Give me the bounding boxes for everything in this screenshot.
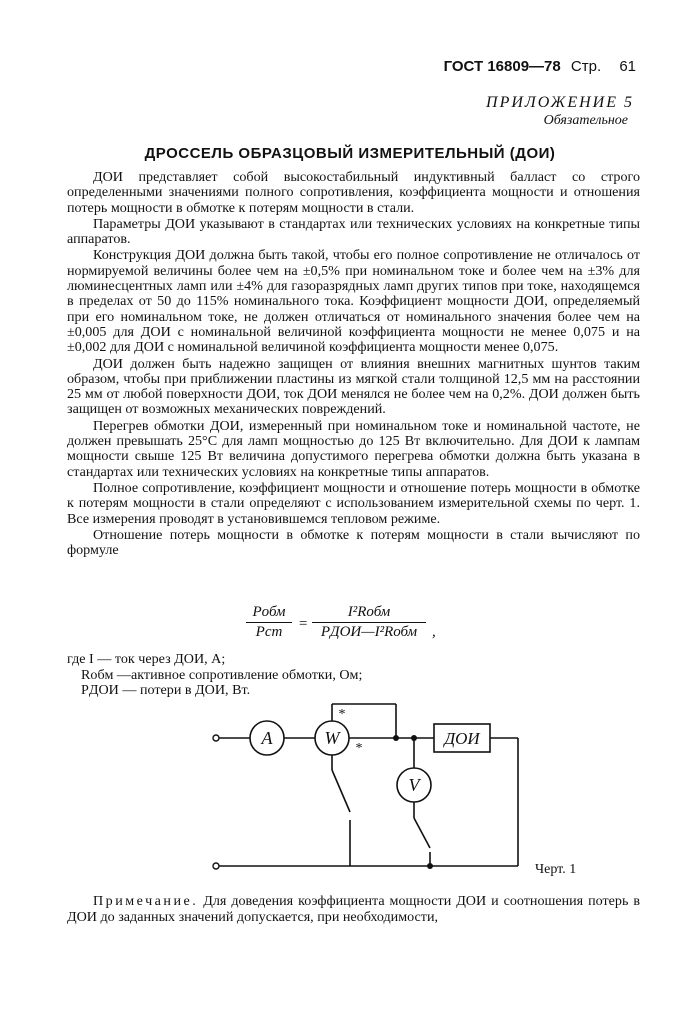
paragraph: Полное сопротивление, коэффициент мощности и отношение потерь мощности в обмотке к потерям мощности в стали определяют с использованием измерительной схемы по черт. 1. Все измерения проводят в установившемся тепловом режиме. <box>67 479 640 527</box>
definition-line: PДОИ — потери в ДОИ, Вт. <box>81 682 251 698</box>
definition-line: Rобм —активное сопротивление обмотки, Ом; <box>81 666 363 683</box>
paragraph: Отношение потерь мощности в обмотке к потерям мощности в стали вычисляют по формуле <box>67 526 640 559</box>
page-number: 61 <box>619 58 636 75</box>
body-text <box>67 170 640 559</box>
switch-blade <box>332 770 350 812</box>
appendix-status: Обязательное <box>543 113 628 128</box>
formula-lhs-fraction <box>246 604 292 641</box>
ammeter-label: A <box>261 728 273 748</box>
junction-dot <box>393 735 399 741</box>
footnote <box>67 893 640 925</box>
paragraph: Перегрев обмотки ДОИ, измеренный при номинальном токе и номинальной частоте, не должен превышать 25°С для ламп мощностью до 125 Вт включительно. Для ДОИ к лампам мощности свыше 125 Вт величина допустимого перегрева обмотки должна быть указана в стандартах или технических условиях на конкретные типы аппаратов. <box>67 417 640 480</box>
page-header <box>444 58 636 75</box>
definition-line: где I — ток через ДОИ, А; <box>67 651 226 667</box>
junction-dot <box>427 863 433 869</box>
formula-lhs-numerator: Pобм <box>252 604 286 620</box>
choke-label: ДОИ <box>444 729 480 748</box>
paragraph: Параметры ДОИ указывают в стандартах или технических условиях на конкретные типы аппаратов. <box>67 215 640 248</box>
paragraph: ДОИ представляет собой высокостабильный индуктивный балласт со строго определенными значениями полного сопротивления, коэффициента мощности и отношения потерь мощности в обмотке к потерям мощности в стали. <box>67 169 640 216</box>
formula-equals: = <box>298 616 309 632</box>
input-terminal <box>213 735 219 741</box>
appendix-label: ПРИЛОЖЕНИЕ 5 <box>486 94 634 111</box>
formula-rhs-fraction <box>312 604 426 641</box>
note-paragraph <box>67 893 640 925</box>
note-label: Примечание. <box>93 893 199 909</box>
paragraph: Конструкция ДОИ должна быть такой, чтобы его полное сопротивление не отличалось от нормируемой величины более чем на ±0,5% при номинальном токе и более чем на ±3% для люминесцентных ламп или ±4% для газоразрядных ламп других типов при токе, находящемся в пределах от 50 до 115% номинального тока. Коэффициент мощности ДОИ, определяемый при его номинальном токе, не должен отличаться от номинального значения более чем на ±0,005 для ДОИ с номинальной величиной коэффициента мощности не менее 0,075 и на ±0,002 для ДОИ с номинальной величиной коэффициента мощности менее 0,075. <box>67 247 640 356</box>
wattmeter-star-mark: * <box>355 741 363 756</box>
measurement-circuit-diagram <box>200 700 530 875</box>
page-word: Стр. <box>570 58 602 75</box>
formula-rhs-denominator: PДОИ—I²Rобм <box>320 624 418 640</box>
input-terminal <box>213 863 219 869</box>
fraction-bar <box>246 622 292 623</box>
wattmeter-label: W <box>324 728 340 748</box>
variable-definitions <box>67 652 467 699</box>
document-title: ДРОССЕЛЬ ОБРАЗЦОВЫЙ ИЗМЕРИТЕЛЬНЫЙ (ДОИ) <box>144 145 556 162</box>
fraction-bar <box>312 622 426 623</box>
junction-dot <box>411 735 417 741</box>
paragraph: ДОИ должен быть надежно защищен от влияния внешних магнитных шунтов таким образом, чтобы при приближении пластины из мягкой стали толщиной 12,5 мм на расстоянии 25 мм от любой поверхности ДОИ, ток ДОИ менялся не более чем на 0,2%. ДОИ должен быть защищен от возможных механических повреждений. <box>67 355 640 418</box>
formula-rhs-numerator: I²Rобм <box>347 604 391 620</box>
formula-comma: , <box>432 624 436 640</box>
figure-caption: Черт. 1 <box>535 862 577 877</box>
loss-ratio-formula <box>246 604 446 648</box>
voltmeter-label: V <box>408 775 420 795</box>
wattmeter-star-mark: * <box>338 707 346 722</box>
formula-lhs-denominator: Pст <box>255 624 283 640</box>
standard-number: ГОСТ 16809—78 <box>443 58 561 75</box>
note-text: Для доведения коэффициента мощности ДОИ и соотношения потерь в ДОИ до заданных значений допускается, при необходимости, <box>67 893 640 925</box>
switch-blade <box>414 818 430 848</box>
